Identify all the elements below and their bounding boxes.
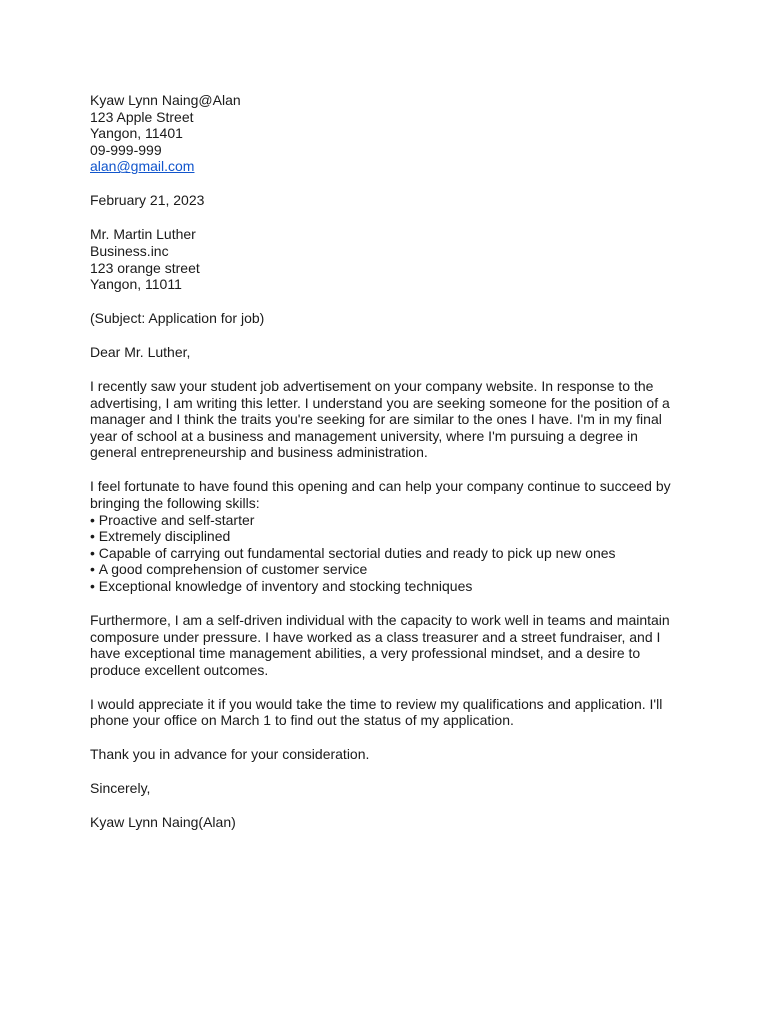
recipient-address bbox=[90, 226, 690, 292]
signature: Kyaw Lynn Naing(Alan) bbox=[90, 814, 236, 831]
sender-street: 123 Apple Street bbox=[90, 108, 194, 125]
letter-page bbox=[90, 92, 690, 831]
list-item: • Capable of carrying out fundamental sectorial duties and ready to pick up new ones bbox=[90, 545, 690, 562]
greeting: Dear Mr. Luther, bbox=[90, 344, 191, 361]
paragraph-line: I feel fortunate to have found this opening and can help your company continue to succeed by bbox=[90, 478, 671, 495]
paragraph-line: composure under pressure. I have worked as a class treasurer and a street fundraiser, and I bbox=[90, 628, 661, 645]
recipient-street: 123 orange street bbox=[90, 259, 200, 276]
closing: Sincerely, bbox=[90, 780, 151, 797]
paragraph-self-description bbox=[90, 612, 690, 678]
sender-address bbox=[90, 92, 690, 175]
paragraph-line: advertising, I am writing this letter. I understand you are seeking someone for the position of a bbox=[90, 394, 670, 411]
list-item: • Proactive and self-starter bbox=[90, 512, 690, 529]
paragraph-line: I recently saw your student job advertisement on your company website. In response to the bbox=[90, 378, 654, 395]
sender-name: Kyaw Lynn Naing@Alan bbox=[90, 92, 241, 108]
recipient-company: Business.inc bbox=[90, 242, 169, 259]
recipient-name: Mr. Martin Luther bbox=[90, 226, 196, 243]
paragraph-line: bringing the following skills: bbox=[90, 495, 260, 512]
letter-subject: (Subject: Application for job) bbox=[90, 310, 265, 327]
sender-email-link[interactable]: alan@gmail.com bbox=[90, 158, 195, 175]
paragraph-follow-up bbox=[90, 696, 690, 729]
list-item: • A good comprehension of customer service bbox=[90, 561, 690, 578]
paragraph-introduction bbox=[90, 378, 690, 461]
sender-phone: 09-999-999 bbox=[90, 141, 162, 158]
paragraph-line: manager and I think the traits you're seeking for are similar to the ones I have. I'm in my final bbox=[90, 411, 662, 428]
paragraph-line: phone your office on March 1 to find out the status of my application. bbox=[90, 712, 514, 729]
list-item: • Extremely disciplined bbox=[90, 528, 690, 545]
skills-list bbox=[90, 512, 690, 595]
recipient-city: Yangon, 11011 bbox=[90, 276, 182, 293]
paragraph-line: Furthermore, I am a self-driven individual with the capacity to work well in teams and maintain bbox=[90, 611, 670, 628]
paragraph-line: general entrepreneurship and business administration. bbox=[90, 444, 428, 461]
paragraph-line: I would appreciate it if you would take the time to review my qualifications and application. I'll bbox=[90, 695, 663, 712]
paragraph-skills bbox=[90, 478, 690, 594]
letter-date: February 21, 2023 bbox=[90, 192, 205, 209]
thanks-line: Thank you in advance for your consideration. bbox=[90, 746, 370, 763]
paragraph-line: year of school at a business and management university, where I'm pursuing a degree in bbox=[90, 427, 638, 444]
sender-city: Yangon, 11401 bbox=[90, 125, 183, 142]
paragraph-line: have exceptional time management abilities, a very professional mindset, and a desire to bbox=[90, 645, 641, 662]
paragraph-line: produce excellent outcomes. bbox=[90, 661, 269, 678]
list-item: • Exceptional knowledge of inventory and stocking techniques bbox=[90, 578, 690, 595]
